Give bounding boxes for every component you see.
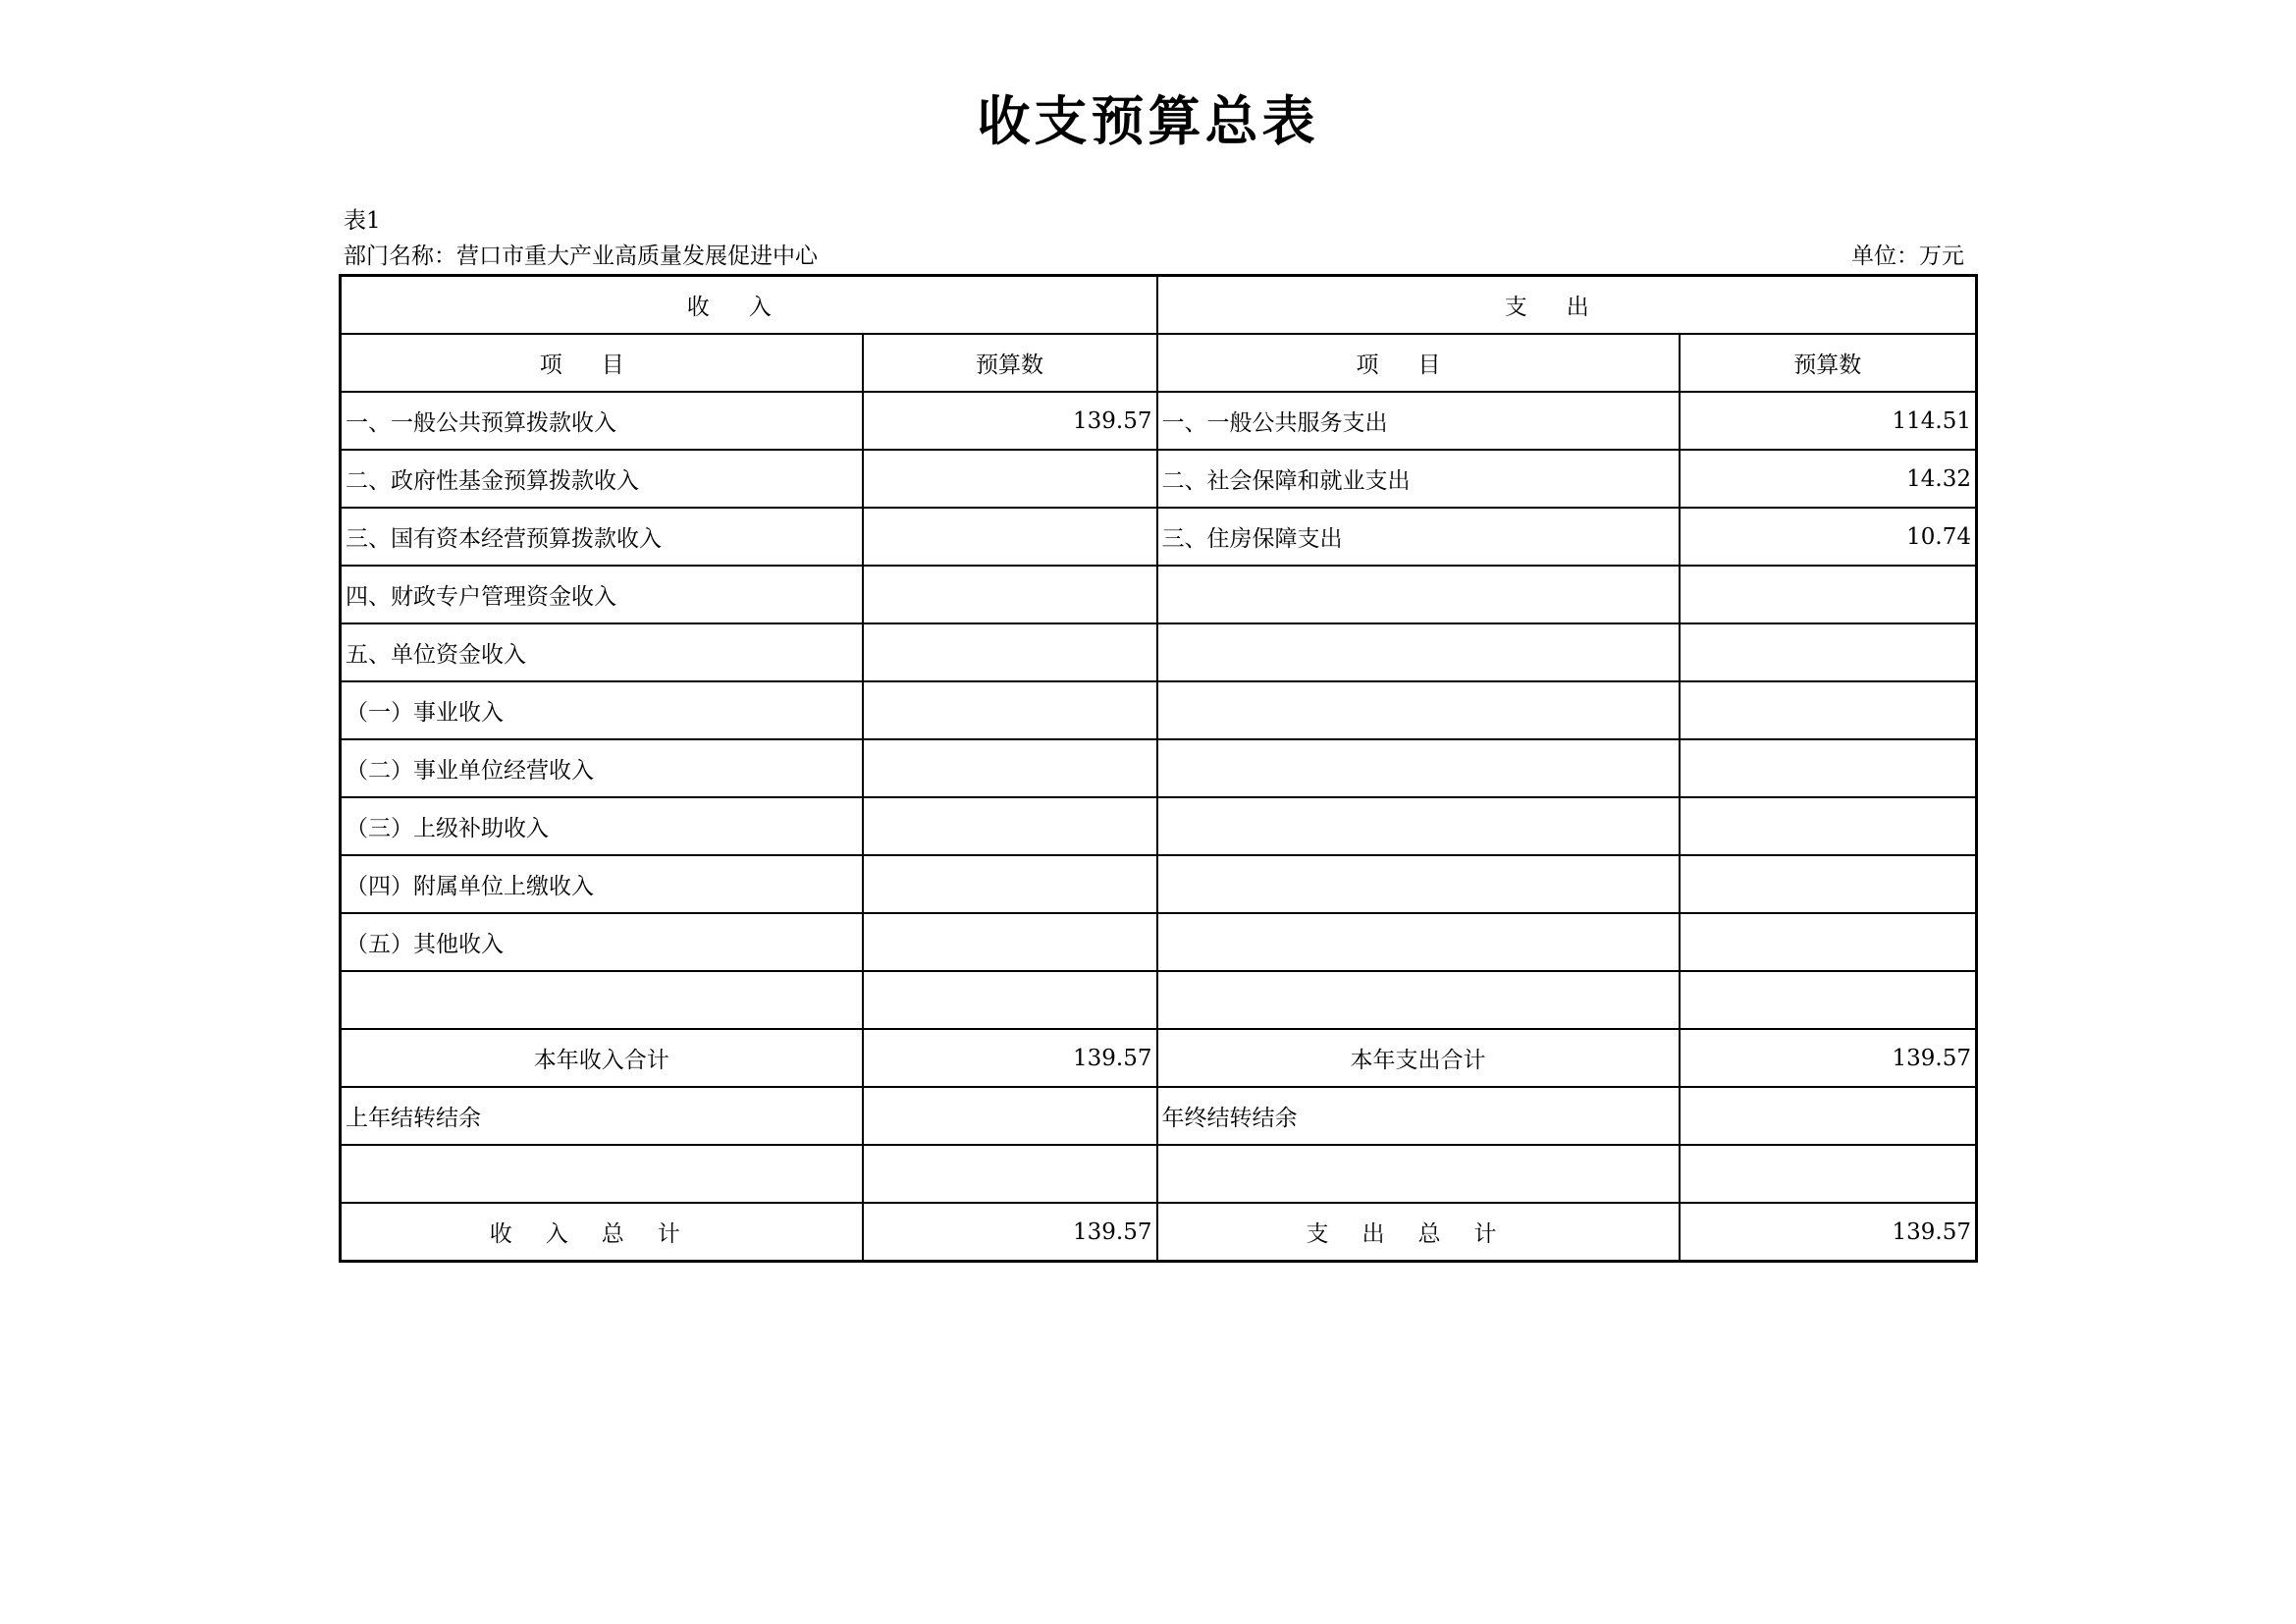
income-item-cell: （五）其他收入 (341, 913, 863, 971)
year-end-carryover-value (1680, 1087, 1977, 1145)
income-item-cell: 二、政府性基金预算拨款收入 (341, 450, 863, 508)
expense-item-cell: 一、一般公共服务支出 (1157, 392, 1680, 450)
income-value-cell (863, 913, 1157, 971)
income-grand-total-value: 139.57 (863, 1203, 1157, 1262)
expense-item-cell: 三、住房保障支出 (1157, 508, 1680, 566)
department-name: 部门名称：营口市重大产业高质量发展促进中心 (344, 244, 818, 269)
table-row (341, 913, 1977, 971)
section-header-row (341, 276, 1977, 335)
expense-value-cell: 114.51 (1680, 392, 1977, 450)
expense-grand-total-label: 支出总计 (1157, 1203, 1680, 1262)
income-value-cell (863, 623, 1157, 681)
prior-year-carryover-value (863, 1087, 1157, 1145)
table-row (341, 623, 1977, 681)
table-row (341, 1145, 1977, 1203)
expense-item-header: 项目 (1157, 334, 1680, 392)
table-row (341, 855, 1977, 913)
expense-value-cell (1680, 971, 1977, 1029)
income-item-header: 项目 (341, 334, 863, 392)
prior-year-carryover-label: 上年结转结余 (341, 1087, 863, 1145)
budget-summary-table (339, 274, 1978, 1263)
table-row (341, 508, 1977, 566)
income-value-cell (863, 566, 1157, 623)
year-expense-total-label: 本年支出合计 (1157, 1029, 1680, 1087)
expense-value-cell (1680, 623, 1977, 681)
grand-total-row (341, 1203, 1977, 1262)
income-item-cell: （一）事业收入 (341, 681, 863, 739)
table-row (341, 681, 1977, 739)
expense-section-header: 支出 (1157, 276, 1977, 335)
column-header-row (341, 334, 1977, 392)
table-row (341, 566, 1977, 623)
expense-item-cell (1157, 1145, 1680, 1203)
income-value-cell (863, 681, 1157, 739)
expense-item-cell (1157, 623, 1680, 681)
income-value-cell: 139.57 (863, 392, 1157, 450)
income-budget-header: 预算数 (863, 334, 1157, 392)
expense-value-cell (1680, 797, 1977, 855)
income-item-cell: 四、财政专户管理资金收入 (341, 566, 863, 623)
table-number: 表1 (344, 208, 381, 234)
table-row (341, 971, 1977, 1029)
income-value-cell (863, 508, 1157, 566)
expense-item-cell: 二、社会保障和就业支出 (1157, 450, 1680, 508)
year-income-total-label: 本年收入合计 (341, 1029, 863, 1087)
expense-value-cell (1680, 566, 1977, 623)
income-value-cell (863, 1145, 1157, 1203)
income-item-cell: 五、单位资金收入 (341, 623, 863, 681)
expense-value-cell (1680, 855, 1977, 913)
year-total-row (341, 1029, 1977, 1087)
expense-item-cell (1157, 739, 1680, 797)
table-row (341, 450, 1977, 508)
income-item-cell (341, 1145, 863, 1203)
unit-label: 单位：万元 (1851, 244, 1964, 269)
expense-item-cell (1157, 797, 1680, 855)
year-expense-total-value: 139.57 (1680, 1029, 1977, 1087)
expense-value-cell (1680, 681, 1977, 739)
expense-value-cell (1680, 739, 1977, 797)
expense-value-cell (1680, 1145, 1977, 1203)
table-row (341, 797, 1977, 855)
expense-item-cell (1157, 566, 1680, 623)
year-end-carryover-label: 年终结转结余 (1157, 1087, 1680, 1145)
carryover-row (341, 1087, 1977, 1145)
expense-value-cell: 14.32 (1680, 450, 1977, 508)
year-income-total-value: 139.57 (863, 1029, 1157, 1087)
income-item-cell: （三）上级补助收入 (341, 797, 863, 855)
expense-item-cell (1157, 681, 1680, 739)
expense-budget-header: 预算数 (1680, 334, 1977, 392)
income-grand-total-label: 收入总计 (341, 1203, 863, 1262)
table-row (341, 392, 1977, 450)
income-item-cell: （二）事业单位经营收入 (341, 739, 863, 797)
income-value-cell (863, 450, 1157, 508)
expense-item-cell (1157, 913, 1680, 971)
expense-item-cell (1157, 971, 1680, 1029)
income-item-cell: （四）附属单位上缴收入 (341, 855, 863, 913)
table-row (341, 739, 1977, 797)
income-value-cell (863, 855, 1157, 913)
page-title: 收支预算总表 (977, 89, 1319, 152)
expense-value-cell (1680, 913, 1977, 971)
income-item-cell: 一、一般公共预算拨款收入 (341, 392, 863, 450)
expense-grand-total-value: 139.57 (1680, 1203, 1977, 1262)
income-value-cell (863, 971, 1157, 1029)
expense-value-cell: 10.74 (1680, 508, 1977, 566)
expense-item-cell (1157, 855, 1680, 913)
income-item-cell: 三、国有资本经营预算拨款收入 (341, 508, 863, 566)
income-value-cell (863, 797, 1157, 855)
income-section-header: 收入 (341, 276, 1157, 335)
income-item-cell (341, 971, 863, 1029)
income-value-cell (863, 739, 1157, 797)
